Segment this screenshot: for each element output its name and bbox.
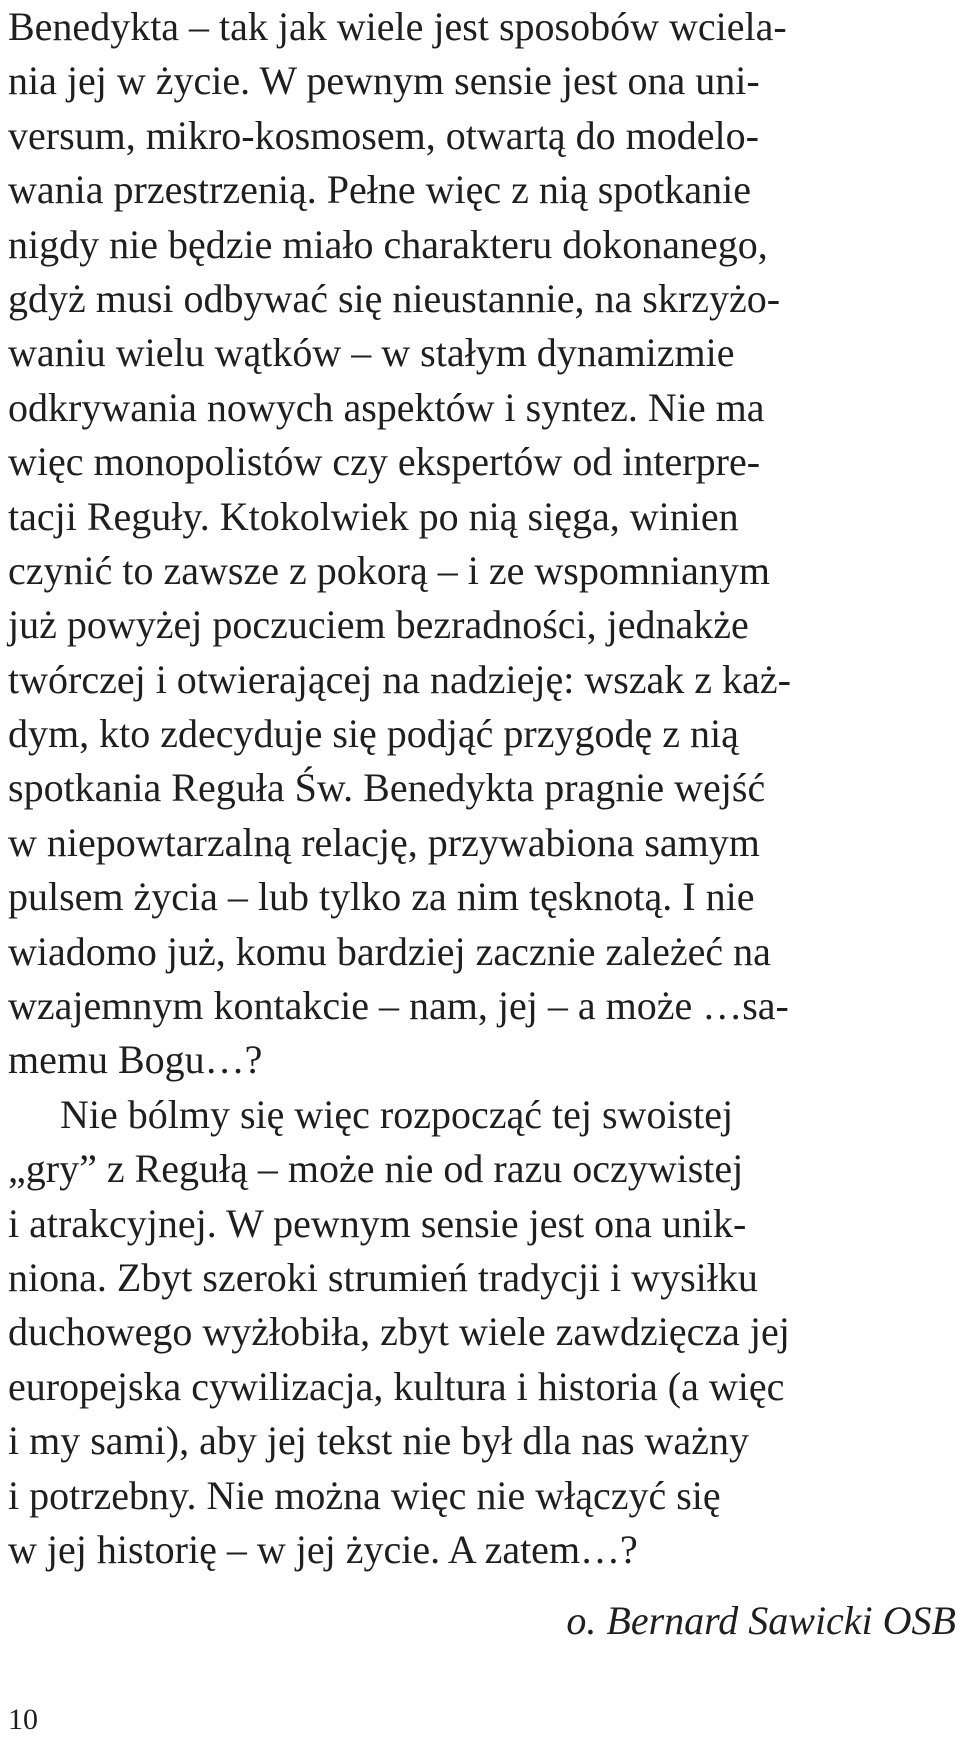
- text-line: i potrzebny. Nie można więc nie włączyć się: [8, 1472, 721, 1518]
- text-line: wania przestrzenią. Pełne więc z nią spotkanie: [8, 167, 752, 213]
- paragraph-1: [8, 0, 960, 1088]
- text-line: wzajemnym kontakcie – nam, jej – a może …sa-: [8, 983, 789, 1029]
- page-number: 10: [8, 1703, 38, 1736]
- paragraph-2: [8, 1088, 960, 1578]
- text-line: nigdy nie będzie miało charakteru dokonanego,: [8, 221, 768, 267]
- text-line: pulsem życia – lub tylko za nim tęsknotą. I nie: [8, 874, 755, 920]
- text-line: dym, kto zdecyduje się podjąć przygodę z nią: [8, 711, 739, 757]
- text-line: twórczej i otwierającej na nadzieję: wszak z każ-: [8, 656, 791, 702]
- text-line: wiadomo już, komu bardziej zacznie zależeć na: [8, 928, 771, 974]
- text-line: czynić to zawsze z pokorą – i ze wspomnianym: [8, 547, 770, 593]
- text-line: „gry” z Regułą – może nie od razu oczywistej: [8, 1146, 744, 1192]
- text-line: tacji Reguły. Ktokolwiek po nią sięga, winien: [8, 493, 739, 539]
- text-line: już powyżej poczuciem bezradności, jednakże: [8, 602, 749, 648]
- text-line: i my sami), aby jej tekst nie był dla nas ważny: [8, 1418, 749, 1464]
- text-line: gdyż musi odbywać się nieustannie, na skrzyżo-: [8, 275, 781, 321]
- text-line: spotkania Reguła Św. Benedykta pragnie wejść: [8, 765, 766, 811]
- author-signature: o. Bernard Sawicki OSB: [566, 1598, 956, 1643]
- text-line: europejska cywilizacja, kultura i historia (a więc: [8, 1363, 785, 1409]
- text-line: w niepowtarzalną relację, przywabiona samym: [8, 819, 760, 865]
- text-line: duchowego wyżłobiła, zbyt wiele zawdzięcza jej: [8, 1309, 790, 1355]
- text-line: waniu wielu wątków – w stałym dynamizmie: [8, 330, 735, 376]
- text-line: odkrywania nowych aspektów i syntez. Nie ma: [8, 384, 765, 430]
- body-text: [8, 0, 960, 1577]
- text-line: Nie bólmy się więc rozpocząć tej swoistej: [60, 1091, 734, 1137]
- text-line: niona. Zbyt szeroki strumień tradycji i wysiłku: [8, 1254, 758, 1300]
- text-line: memu Bogu…?: [8, 1037, 263, 1083]
- text-line: Benedykta – tak jak wiele jest sposobów wciela-: [8, 4, 787, 49]
- text-line: i atrakcyjnej. W pewnym sensie jest ona unik-: [8, 1200, 747, 1246]
- text-line: więc monopolistów czy ekspertów od interpre-: [8, 439, 761, 485]
- text-line: w jej historię – w jej życie. A zatem…?: [8, 1526, 638, 1572]
- text-line: versum, mikro-kosmosem, otwartą do modelo-: [8, 112, 759, 158]
- text-line: nia jej w życie. W pewnym sensie jest ona uni-: [8, 58, 760, 104]
